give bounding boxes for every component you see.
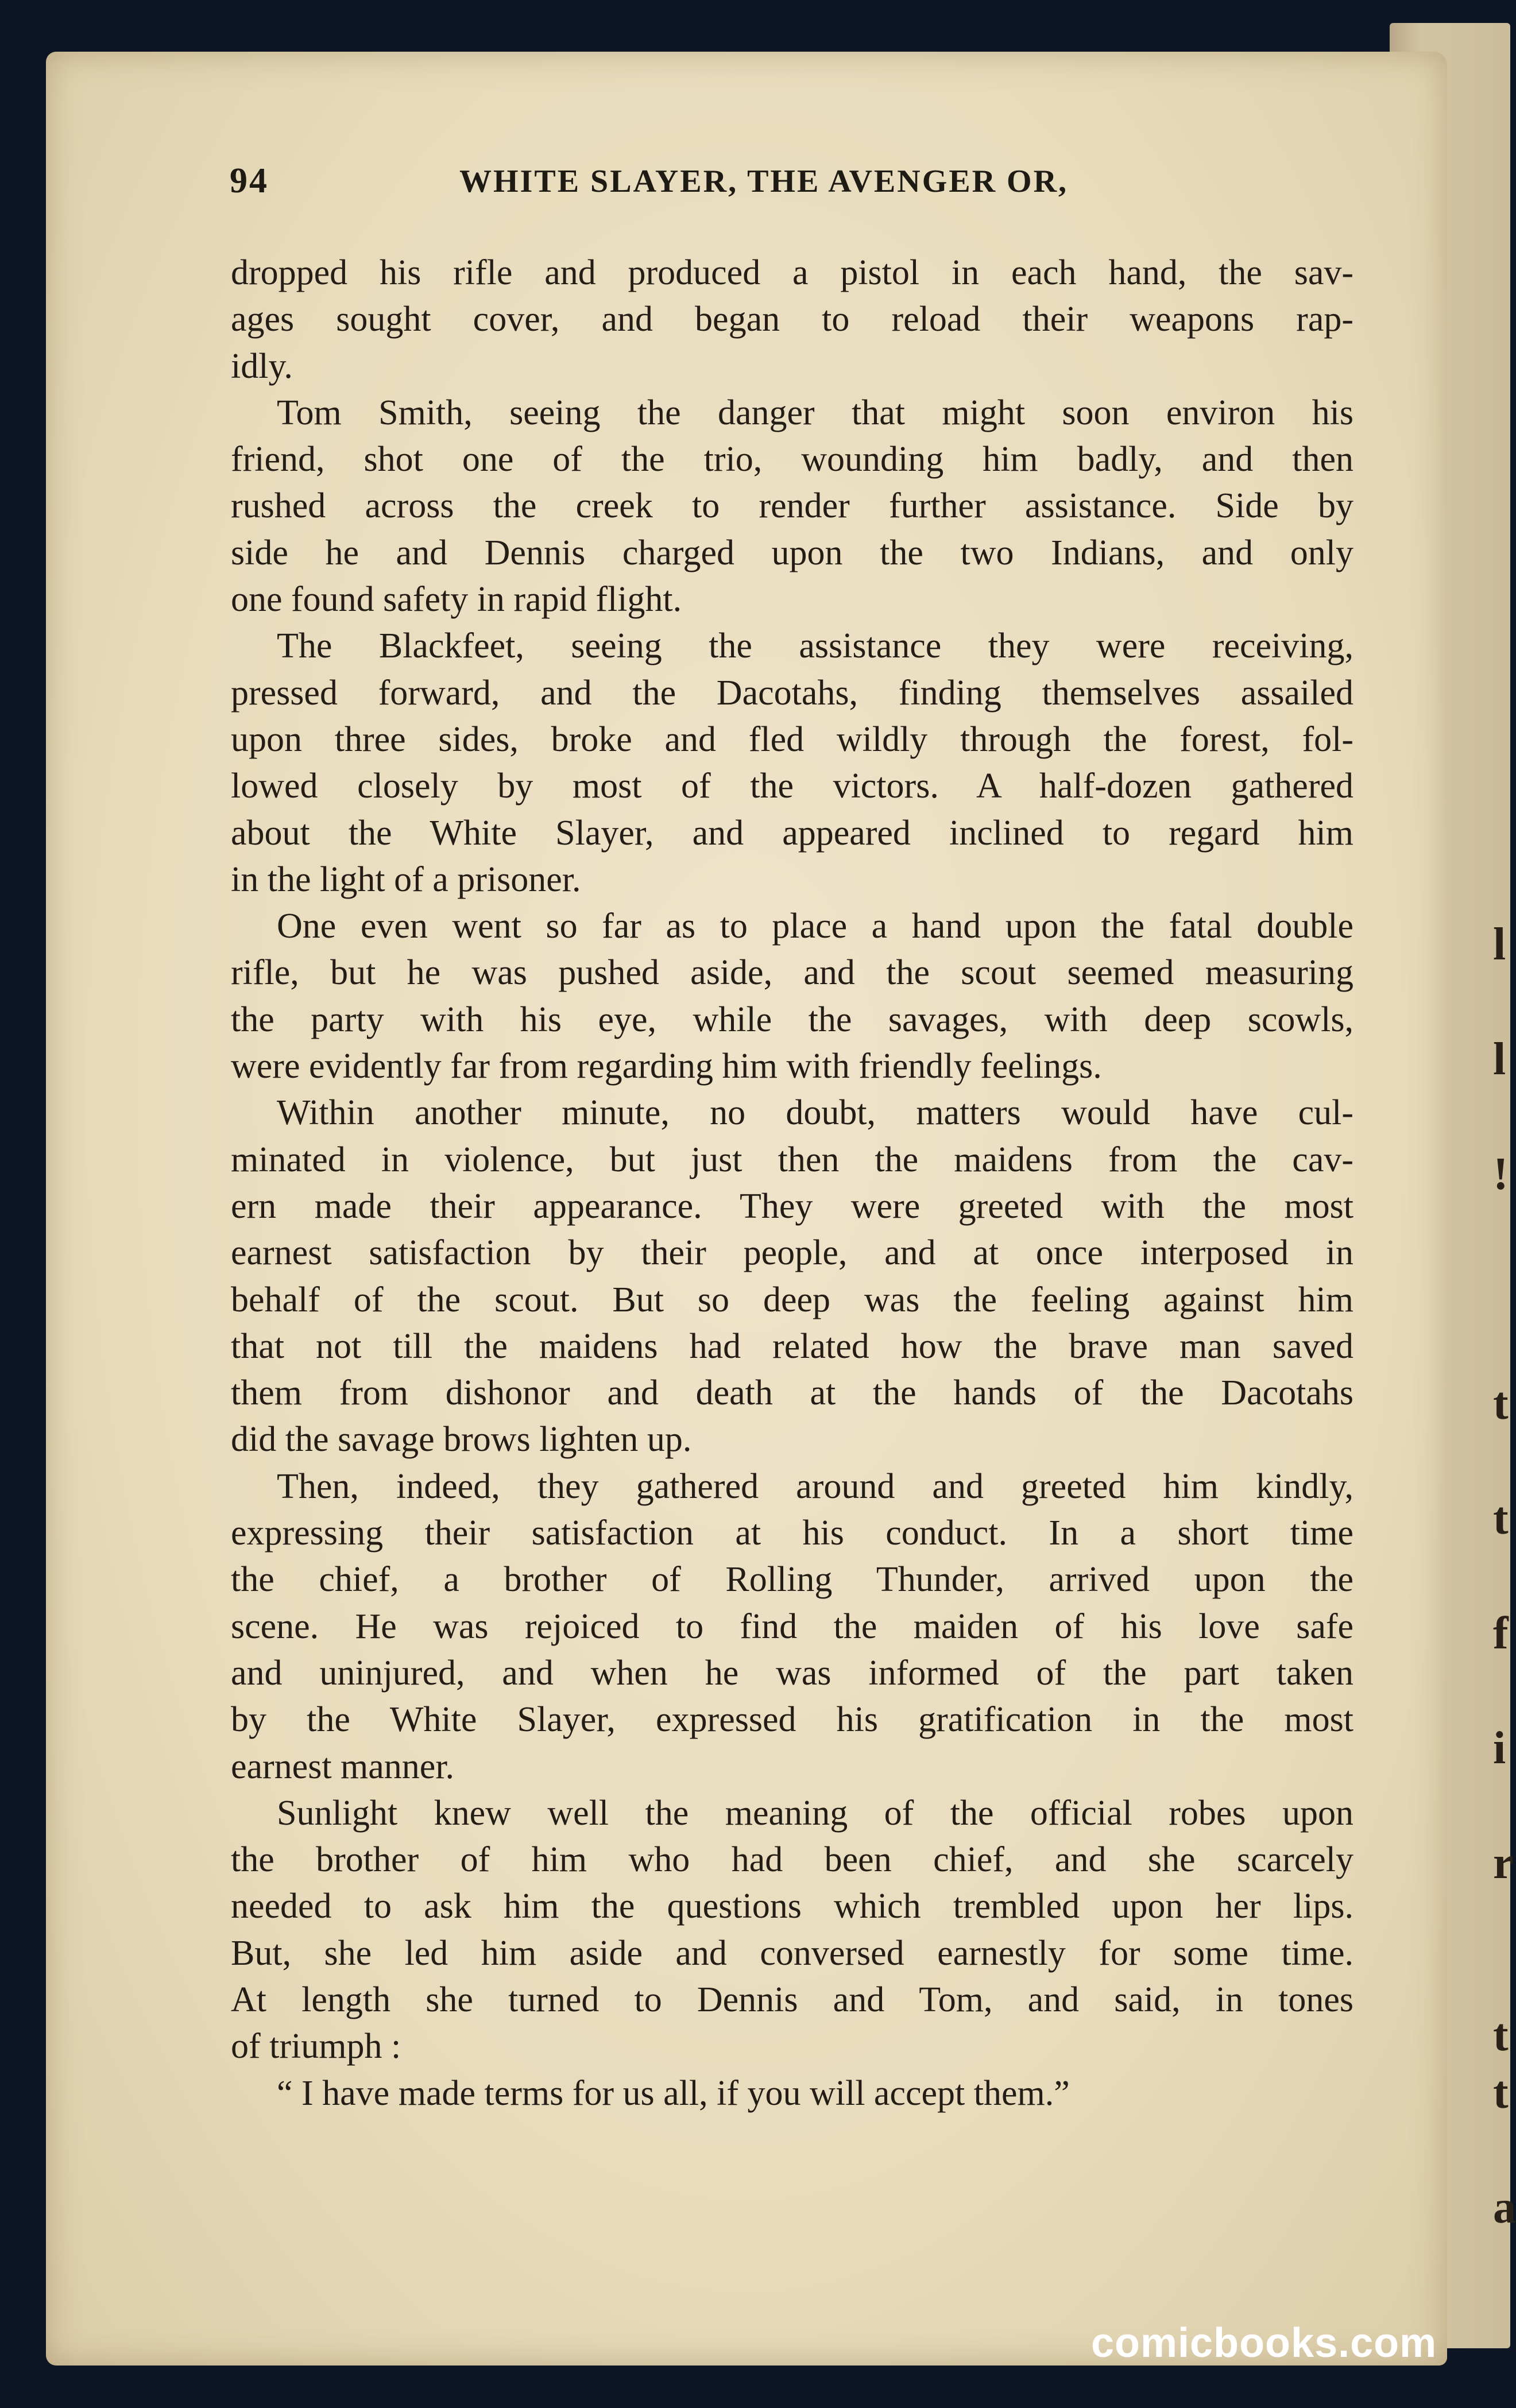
page-number: 94: [230, 161, 269, 200]
page-header: [230, 161, 1332, 218]
next-page-char: t: [1493, 2068, 1509, 2118]
text-line: But, she led him aside and conversed earnestly for some time.: [231, 1933, 1353, 1973]
book-page: [46, 52, 1447, 2366]
text-line: the brother of him who had been chief, and she scarcely: [231, 1840, 1353, 1880]
text-line: the party with his eye, while the savages, with deep scowls,: [231, 1000, 1353, 1039]
text-line: the chief, a brother of Rolling Thunder, arrived upon the: [231, 1560, 1353, 1600]
text-line: friend, shot one of the trio, wounding him badly, and then: [231, 440, 1353, 479]
next-page-char: i: [1493, 1723, 1506, 1774]
text-line: in the light of a prisoner.: [231, 860, 581, 899]
text-line: The Blackfeet, seeing the assistance they were receiving,: [277, 626, 1353, 666]
next-page-char: !: [1493, 1149, 1509, 1199]
next-page-char: l: [1493, 1034, 1506, 1085]
text-line: about the White Slayer, and appeared inclined to regard him: [231, 813, 1353, 853]
text-line: scene. He was rejoiced to find the maiden of his love safe: [231, 1606, 1353, 1646]
text-line: “ I have made terms for us all, if you will accept them.”: [277, 2073, 1070, 2113]
text-line: lowed closely by most of the victors. A half-dozen gathered: [231, 766, 1353, 806]
text-line: earnest satisfaction by their people, and at once interposed in: [231, 1233, 1353, 1273]
text-line: idly.: [231, 346, 293, 386]
text-line: ern made their appearance. They were greeted with the most: [231, 1186, 1353, 1226]
text-line: one found safety in rapid flight.: [231, 580, 682, 620]
text-line: pressed forward, and the Dacotahs, finding themselves assailed: [231, 673, 1353, 713]
text-line: At length she turned to Dennis and Tom, and said, in tones: [231, 1980, 1353, 2019]
text-line: Sunlight knew well the meaning of the official robes upon: [277, 1793, 1353, 1833]
text-line: Then, indeed, they gathered around and greeted him kindly,: [277, 1466, 1353, 1506]
running-title: WHITE SLAYER, THE AVENGER OR,: [459, 164, 1069, 199]
text-line: minated in violence, but just then the maidens from the cav-: [231, 1140, 1353, 1179]
text-line: Within another minute, no doubt, matters would have cul-: [277, 1093, 1353, 1133]
text-line: rifle, but he was pushed aside, and the scout seemed measuring: [231, 953, 1353, 993]
text-line: Tom Smith, seeing the danger that might soon environ his: [277, 393, 1353, 432]
text-line: earnest manner.: [231, 1747, 455, 1786]
watermark: comicbooks.com: [1091, 2320, 1437, 2366]
text-line: by the White Slayer, expressed his gratification in the most: [231, 1700, 1353, 1740]
text-line: rushed across the creek to render further assistance. Side by: [231, 486, 1353, 526]
text-line: expressing their satisfaction at his conduct. In a short time: [231, 1513, 1353, 1553]
next-page-char: l: [1493, 919, 1506, 970]
text-line: dropped his rifle and produced a pistol in each hand, the sav-: [231, 253, 1353, 292]
next-page-char: f: [1493, 1608, 1509, 1659]
next-page-char: r: [1493, 1838, 1514, 1888]
text-line: upon three sides, broke and fled wildly through the forest, fol-: [231, 719, 1353, 759]
text-line: them from dishonor and death at the hands of the Dacotahs: [231, 1373, 1353, 1413]
text-line: One even went so far as to place a hand upon the fatal double: [277, 907, 1353, 946]
next-page-char: t: [1493, 1493, 1509, 1544]
text-line: needed to ask him the questions which trembled upon her lips.: [231, 1887, 1353, 1926]
next-page-char: t: [1493, 1379, 1509, 1429]
text-line: that not till the maidens had related how the brave man saved: [231, 1326, 1353, 1366]
text-line: behalf of the scout. But so deep was the feeling against him: [231, 1280, 1353, 1319]
body-text: [231, 250, 1353, 2117]
text-line: were evidently far from regarding him with friendly feelings.: [231, 1047, 1102, 1086]
text-line: of triumph :: [231, 2027, 401, 2066]
text-line: did the savage brows lighten up.: [231, 1420, 692, 1459]
text-line: ages sought cover, and began to reload their weapons rap-: [231, 300, 1353, 339]
text-line: side he and Dennis charged upon the two Indians, and only: [231, 533, 1353, 572]
next-page-char: t: [1493, 2010, 1509, 2061]
text-line: and uninjured, and when he was informed of the part taken: [231, 1653, 1353, 1693]
next-page-char: a: [1493, 2182, 1516, 2233]
